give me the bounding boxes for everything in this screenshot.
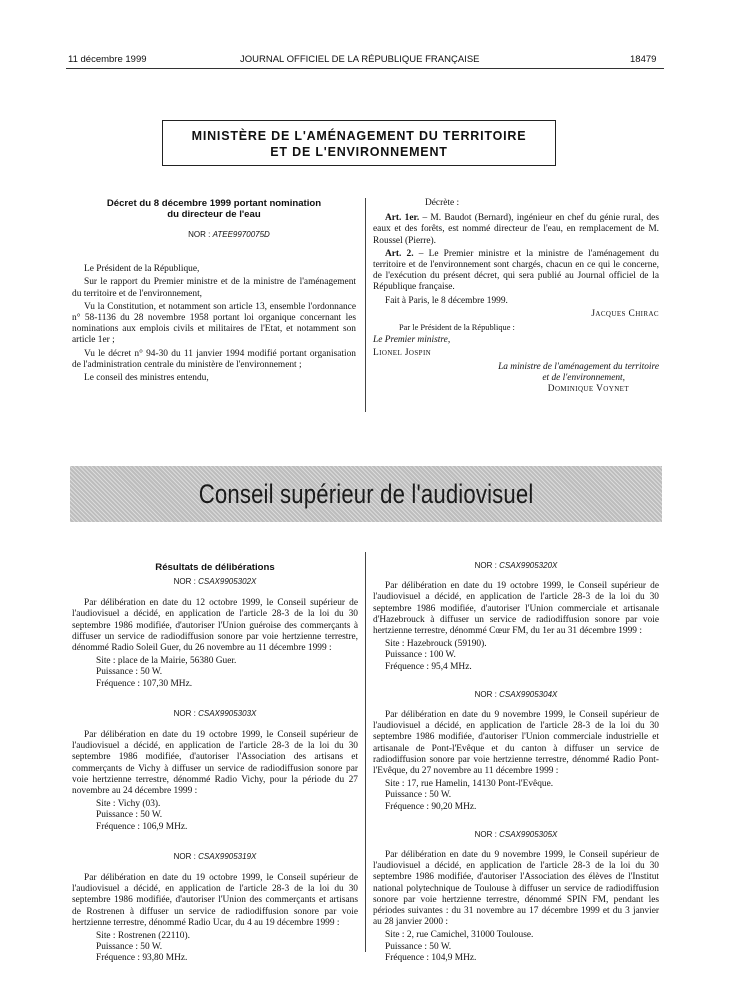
- csa-entry-text: Par délibération en date du 12 octobre 1999, le Conseil supérieur de l'audiovisuel a décidé, en application de l'article 28-3 de la loi du 30 septembre 1986 modifiée, d'autoriser l'Union guéroise des commerçants à diffuser un service de radiodiffusion sonore par voie hertzienne terrestre, dénommé Radio Soleil Guer, du 26 novembre au 11 décembre 1999 :: [72, 598, 358, 654]
- ministry-heading-line1: MINISTÈRE DE L'AMÉNAGEMENT DU TERRITOIRE: [191, 129, 527, 143]
- csa-entry-power: Puissance : 50 W.: [96, 810, 163, 821]
- csa-entry-power: Puissance : 50 W.: [96, 667, 163, 678]
- csa-entry-site: Site : Vichy (03).: [96, 799, 161, 810]
- csa-entry-power: Puissance : 50 W.: [385, 941, 452, 952]
- decrete: Décrète :: [425, 198, 460, 208]
- header-date: 11 décembre 1999: [68, 54, 147, 65]
- by-president: Par le Président de la République :: [399, 323, 515, 333]
- csa-nor: NOR : CSAX9905320X: [474, 561, 558, 570]
- minister-title-2: et de l'environnement,: [542, 372, 625, 383]
- csa-nor: NOR : CSAX9905302X: [173, 577, 257, 586]
- csa-nor: NOR : CSAX9905305X: [474, 829, 558, 839]
- csa-nor: NOR : CSAX9905319X: [173, 851, 257, 861]
- article-1: Art. 1er. – M. Baudot (Bernard), ingénieur en chef du génie rural, des eaux et des forêts, est nommé directeur de l'eau, en remplacement de M. Roussel (Pierre).: [373, 213, 659, 246]
- csa-entry-site: Site : place de la Mairie, 56380 Guer.: [96, 656, 237, 667]
- signer-name: Jacques Chirac: [591, 308, 659, 319]
- ministry-heading-box: [162, 120, 556, 166]
- article-2: Art. 2. – Le Premier ministre et la ministre de l'aménagement du territoire et de l'environnement sont chargés, chacun en ce qui le concerne, de l'exécution du présent décret, qui sera publié au Journal officiel de la République française.: [373, 248, 659, 293]
- csa-entry-power: Puissance : 100 W.: [385, 650, 456, 661]
- decree-paragraph: Sur le rapport du Premier ministre et de la ministre de l'aménagement du territoire et de l'environnement,: [72, 277, 356, 299]
- pm-title: Le Premier ministre,: [373, 335, 451, 346]
- minister-title-1: La ministre de l'aménagement du territoire: [498, 361, 659, 372]
- csa-banner-title: Conseil supérieur de l'audiovisuel: [198, 478, 534, 509]
- csa-banner: [70, 466, 662, 522]
- column-divider: [365, 198, 366, 412]
- csa-entry-frequency: Fréquence : 90,20 MHz.: [385, 801, 477, 812]
- csa-entry-site: Site : 17, rue Hamelin, 14130 Pont-l'Evêque.: [385, 779, 554, 790]
- csa-entry-text: Par délibération en date du 9 novembre 1999, le Conseil supérieur de l'audiovisuel a décidé, en application de l'article 28-3 de la loi du 30 septembre 1986 modifiée, d'autoriser l'Association des élèves de l'Institut national polytechnique de Toulouse à diffuser un service de radiodiffusion sonore par voie hertzienne terrestre, dénommé SPIN FM, pendant les périodes suivantes : du 31 novembre au 17 décembre 1999 et du 3 janvier au 28 janvier 2000 :: [373, 850, 659, 928]
- csa-entry-frequency: Fréquence : 107,30 MHz.: [96, 678, 193, 689]
- decree-right-column: [373, 198, 659, 397]
- minister-name: Dominique Voynet: [547, 384, 629, 395]
- csa-entry-frequency: Fréquence : 104,9 MHz.: [385, 952, 477, 963]
- csa-entry-site: Site : Rostrenen (22110).: [96, 931, 190, 942]
- pm-name: Lionel Jospin: [373, 348, 432, 359]
- csa-entry-text: Par délibération en date du 19 octobre 1999, le Conseil supérieur de l'audiovisuel a décidé, en application de l'article 28-3 de la loi du 30 septembre 1986 modifiée, d'autoriser l'Association des artisans et commerçants de Vichy à diffuser un service de radiodiffusion sonore par voie hertzienne terrestre, dénommé Radio Vichy, pour la période du 27 novembre au 24 décembre 1999 :: [72, 730, 358, 797]
- decree-paragraph: Vu la Constitution, et notamment son article 13, ensemble l'ordonnance n° 58-1136 du 28 novembre 1958 portant loi organique concernant les nominations aux emplois civils et militaires de l'Etat, et notamment son article 1er ;: [72, 301, 356, 346]
- csa-right-column: [373, 560, 659, 964]
- csa-nor: NOR : CSAX9905303X: [173, 708, 257, 718]
- csa-entry-frequency: Fréquence : 93,80 MHz.: [96, 953, 188, 964]
- done-at: Fait à Paris, le 8 décembre 1999.: [385, 295, 508, 306]
- csa-entry-power: Puissance : 50 W.: [385, 790, 452, 801]
- decree-paragraph: Vu le décret n° 94-30 du 11 janvier 1994 modifié portant organisation de l'administration centrale du ministère de l'environnement ;: [72, 348, 356, 370]
- csa-nor: NOR : CSAX9905304X: [474, 689, 558, 699]
- csa-entry-text: Par délibération en date du 19 octobre 1999, le Conseil supérieur de l'audiovisuel a décidé, en application de l'article 28-3 de la loi du 30 septembre 1986 modifiée, d'autoriser l'Union commerciale et artisanale d'Hazebrouck à diffuser un service de radiodiffusion sonore par voie hertzienne terrestre, dénommé Cœur FM, du 1er au 31 décembre 1999 :: [373, 581, 659, 637]
- ministry-heading-line2: ET DE L'ENVIRONNEMENT: [270, 145, 448, 159]
- header-page-number: 18479: [630, 54, 657, 65]
- header-journal-title: JOURNAL OFFICIEL DE LA RÉPUBLIQUE FRANÇAISE: [240, 54, 480, 65]
- csa-entry-site: Site : 2, rue Camichel, 31000 Toulouse.: [385, 930, 534, 941]
- decree-paragraph: Le Président de la République,: [84, 264, 200, 275]
- decree-paragraph: Le conseil des ministres entendu,: [84, 373, 209, 384]
- csa-left-column: [72, 562, 358, 965]
- csa-entry-site: Site : Hazebrouck (59190).: [385, 639, 487, 650]
- decree-left-column: [72, 198, 356, 386]
- csa-entry-power: Puissance : 50 W.: [96, 942, 163, 953]
- decree-title: Décret du 8 décembre 1999 portant nomination du directeur de l'eau: [106, 198, 322, 220]
- decree-nor: NOR : ATEE9970075D: [188, 230, 270, 239]
- csa-entry-frequency: Fréquence : 95,4 MHz.: [385, 661, 472, 672]
- csa-entry-frequency: Fréquence : 106,9 MHz.: [96, 821, 188, 832]
- csa-section-title: Résultats de délibérations: [155, 562, 275, 573]
- csa-entry-text: Par délibération en date du 19 octobre 1999, le Conseil supérieur de l'audiovisuel a décidé, en application de l'article 28-3 de la loi du 30 septembre 1986 modifiée, d'autoriser l'Union des commerçants et artisans de Rostrenen à diffuser un service de radiodiffusion sonore par voie hertzienne terrestre, dénommé Radio Ucar, du 4 au 19 décembre 1999 :: [72, 873, 358, 928]
- csa-entry-text: Par délibération en date du 9 novembre 1999, le Conseil supérieur de l'audiovisuel a décidé, en application de l'article 28-3 de la loi du 30 septembre 1986 modifiée, d'autoriser l'Union commerciale industrielle et artisanale de Pont-l'Evêque et du canton à diffuser un service de radiodiffusion sonore par voie hertzienne terrestre, dénommé Radio Pont-l'Evêque, du 27 novembre au 11 décembre 1999 :: [373, 710, 659, 777]
- header-rule: [66, 68, 664, 69]
- column-divider: [365, 552, 366, 952]
